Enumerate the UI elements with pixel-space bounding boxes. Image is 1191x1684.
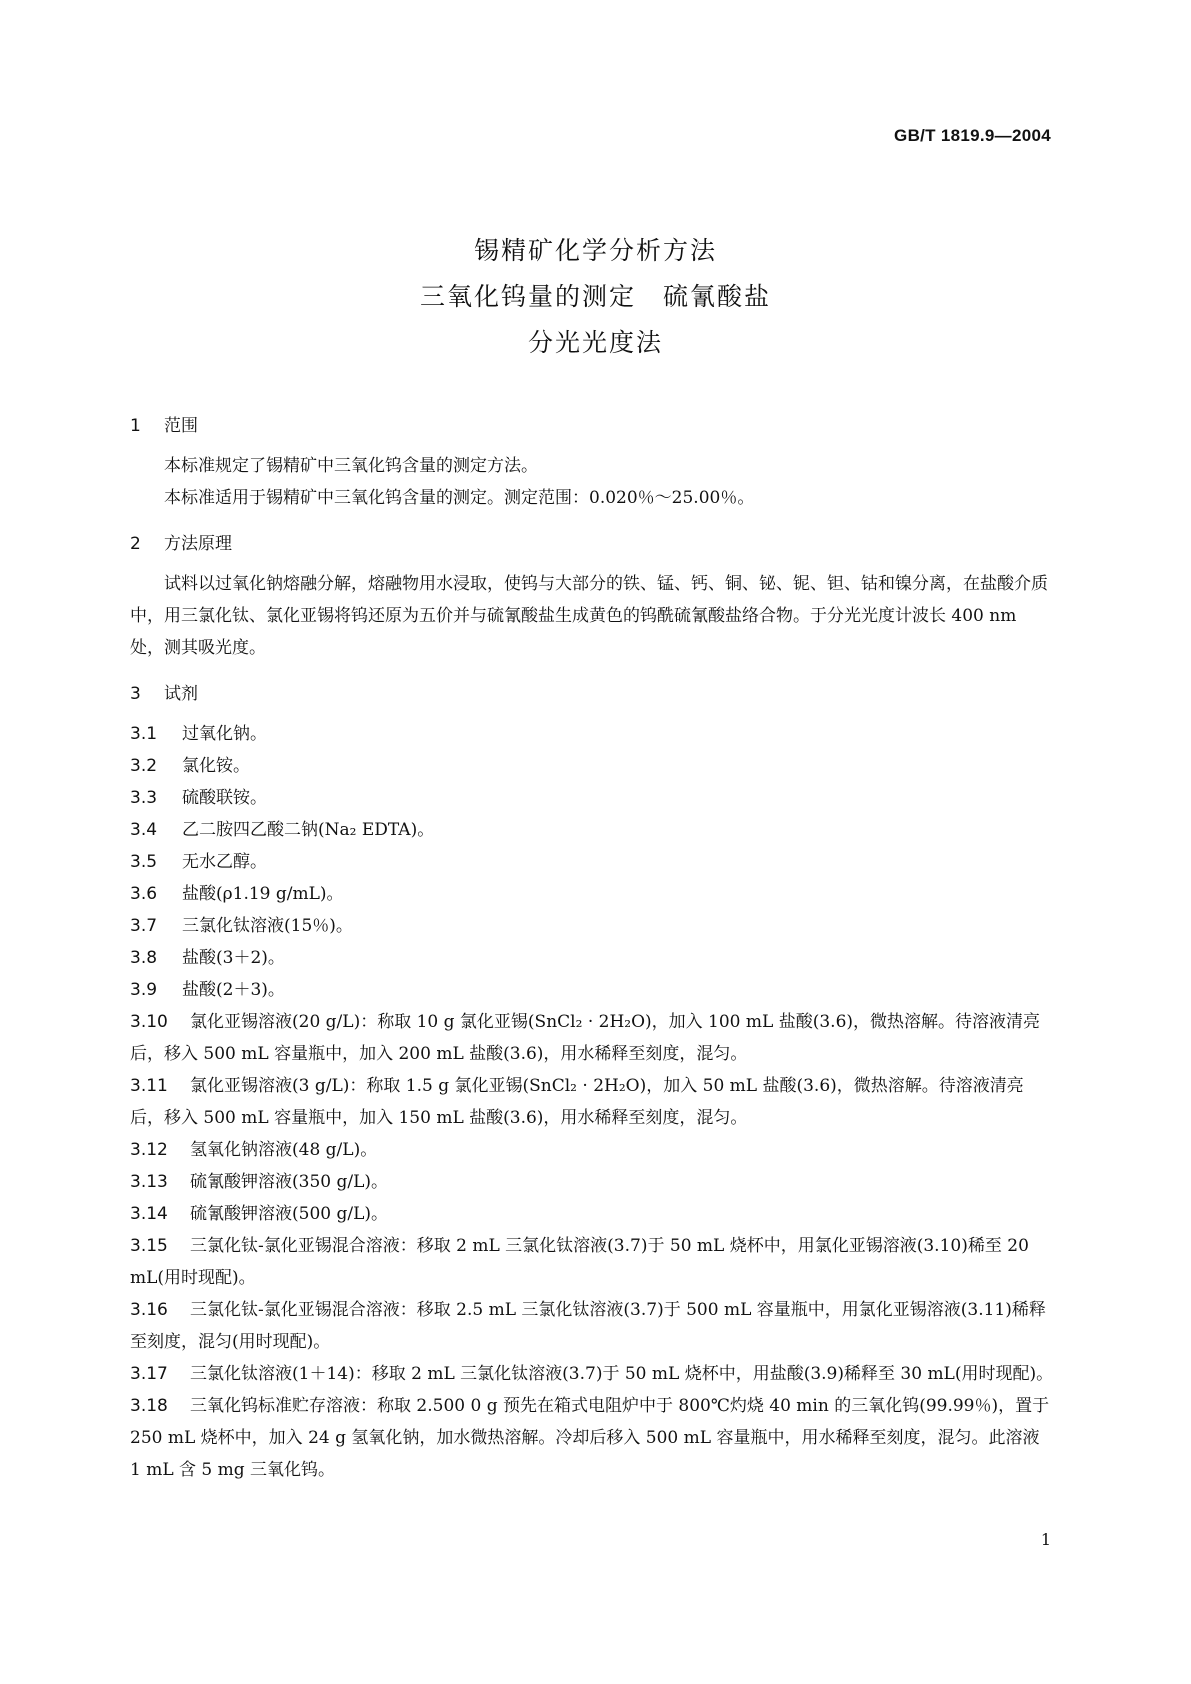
reagent-list xyxy=(130,718,1055,1486)
reagent-text: 氯化亚锡溶液(3 g/L)：称取 1.5 g 氯化亚锡(SnCl₂ · 2H₂O)，加入 50 mL 盐酸(3.6)，微热溶解。待溶液清亮后，移入 500 mL 容量瓶中，加入 150 mL 盐酸(3.6)，用水稀释至刻度，混匀。 xyxy=(130,1076,1024,1128)
reagent-item xyxy=(130,974,1055,1006)
reagent-item xyxy=(130,1230,1055,1294)
reagent-item xyxy=(130,910,1055,942)
reagent-item xyxy=(130,1294,1055,1358)
reagent-number: 3.17 xyxy=(130,1364,168,1384)
reagent-item xyxy=(130,750,1055,782)
reagent-text: 三氧化钨标准贮存溶液：称取 2.500 0 g 预先在箱式电阻炉中于 800℃灼烧 40 min 的三氧化钨(99.99％)，置于 250 mL 烧杯中，加入 24 g 氢氧化钠，加水微热溶解。冷却后移入 500 mL 容量瓶中，用水稀释至刻度，混匀。此溶液 1 mL 含 5 mg 三氧化钨。 xyxy=(130,1396,1050,1480)
standard-code: GB/T 1819.9—2004 xyxy=(894,126,1051,145)
reagent-number: 3.3 xyxy=(130,788,158,808)
reagent-number: 3.16 xyxy=(130,1300,168,1320)
reagent-item xyxy=(130,1006,1055,1070)
reagent-number: 3.14 xyxy=(130,1204,168,1224)
section-number: 3 xyxy=(130,684,141,704)
reagent-item xyxy=(130,1358,1055,1390)
reagent-item xyxy=(130,814,1055,846)
reagent-number: 3.5 xyxy=(130,852,158,872)
reagent-text: 硫氰酸钾溶液(500 g/L)。 xyxy=(190,1204,389,1224)
section-scope xyxy=(130,410,1055,514)
reagent-text: 无水乙醇。 xyxy=(182,852,267,872)
reagent-item xyxy=(130,846,1055,878)
section-heading xyxy=(130,678,1055,710)
reagent-item xyxy=(130,782,1055,814)
reagent-text: 硫酸联铵。 xyxy=(182,788,267,808)
reagent-text: 硫氰酸钾溶液(350 g/L)。 xyxy=(190,1172,389,1192)
reagent-text: 氯化亚锡溶液(20 g/L)：称取 10 g 氯化亚锡(SnCl₂ · 2H₂O)，加入 100 mL 盐酸(3.6)，微热溶解。待溶液清亮后，移入 500 mL 容量瓶中，加入 200 mL 盐酸(3.6)，用水稀释至刻度，混匀。 xyxy=(130,1012,1041,1064)
reagent-item xyxy=(130,718,1055,750)
reagent-text: 盐酸(2＋3)。 xyxy=(182,980,285,1000)
reagent-item xyxy=(130,1134,1055,1166)
section-title: 范围 xyxy=(164,416,198,436)
section-number: 1 xyxy=(130,416,141,436)
reagent-text: 盐酸(3＋2)。 xyxy=(182,948,285,968)
paragraph: 本标准规定了锡精矿中三氧化钨含量的测定方法。 xyxy=(164,456,538,476)
reagent-number: 3.8 xyxy=(130,948,158,968)
reagent-text: 三氯化钛溶液(15％)。 xyxy=(182,916,353,936)
reagent-number: 3.18 xyxy=(130,1396,168,1416)
reagent-text: 盐酸(ρ1.19 g/mL)。 xyxy=(182,884,344,904)
reagent-text: 三氯化钛-氯化亚锡混合溶液：移取 2.5 mL 三氯化钛溶液(3.7)于 500 mL 容量瓶中，用氯化亚锡溶液(3.11)稀释至刻度，混匀(用时现配)。 xyxy=(130,1300,1046,1352)
reagent-number: 3.9 xyxy=(130,980,158,1000)
title-line-3: 分光光度法 xyxy=(527,328,663,357)
section-heading xyxy=(130,410,1055,442)
reagent-item xyxy=(130,942,1055,974)
reagent-text: 过氧化钠。 xyxy=(182,724,267,744)
reagent-text: 氢氧化钠溶液(48 g/L)。 xyxy=(190,1140,378,1160)
document-title xyxy=(0,228,1191,366)
reagent-number: 3.4 xyxy=(130,820,158,840)
paragraph: 本标准适用于锡精矿中三氧化钨含量的测定。测定范围：0.020％～25.00％。 xyxy=(164,488,755,508)
page-number: 1 xyxy=(1040,1530,1051,1549)
section-title: 方法原理 xyxy=(164,534,232,554)
reagent-text: 三氯化钛-氯化亚锡混合溶液：移取 2 mL 三氯化钛溶液(3.7)于 50 mL 烧杯中，用氯化亚锡溶液(3.10)稀至 20 mL(用时现配)。 xyxy=(130,1236,1029,1288)
reagent-item xyxy=(130,878,1055,910)
section-title: 试剂 xyxy=(164,684,198,704)
reagent-number: 3.6 xyxy=(130,884,158,904)
section-heading xyxy=(130,528,1055,560)
title-line-1: 锡精矿化学分析方法 xyxy=(473,236,717,265)
reagent-number: 3.2 xyxy=(130,756,158,776)
document-body xyxy=(130,410,1055,1486)
reagent-number: 3.13 xyxy=(130,1172,168,1192)
section-principle xyxy=(130,528,1055,664)
reagent-text: 氯化铵。 xyxy=(182,756,250,776)
title-line-2: 三氧化钨量的测定 硫氰酸盐 xyxy=(419,282,771,311)
section-number: 2 xyxy=(130,534,141,554)
reagent-item xyxy=(130,1390,1055,1486)
section-reagents xyxy=(130,678,1055,1486)
paragraph: 试料以过氧化钠熔融分解，熔融物用水浸取，使钨与大部分的铁、锰、钙、铜、铋、铌、钽、钴和镍分离，在盐酸介质中，用三氯化钛、氯化亚锡将钨还原为五价并与硫氰酸盐生成黄色的钨酰硫氰酸盐络合物。于分光光度计波长 400 nm 处，测其吸光度。 xyxy=(130,574,1048,658)
reagent-number: 3.11 xyxy=(130,1076,168,1096)
reagent-number: 3.12 xyxy=(130,1140,168,1160)
reagent-text: 乙二胺四乙酸二钠(Na₂ EDTA)。 xyxy=(182,820,435,840)
reagent-item xyxy=(130,1070,1055,1134)
reagent-number: 3.7 xyxy=(130,916,158,936)
reagent-number: 3.15 xyxy=(130,1236,168,1256)
reagent-number: 3.1 xyxy=(130,724,158,744)
reagent-text: 三氯化钛溶液(1＋14)：移取 2 mL 三氯化钛溶液(3.7)于 50 mL 烧杯中，用盐酸(3.9)稀释至 30 mL(用时现配)。 xyxy=(190,1364,1054,1384)
reagent-item xyxy=(130,1198,1055,1230)
reagent-number: 3.10 xyxy=(130,1012,168,1032)
reagent-item xyxy=(130,1166,1055,1198)
